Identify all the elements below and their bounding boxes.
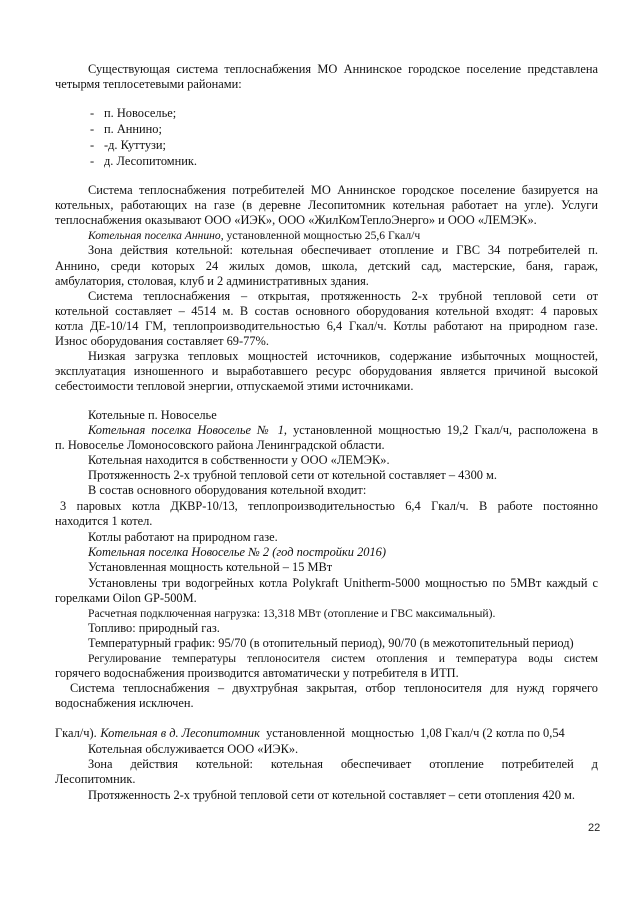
low-load-line-2: эксплуатация изношенного и выработавшего ресурс оборудования является причиной высокой <box>55 364 598 378</box>
list-bullet: - <box>90 138 95 152</box>
annino-heading <box>88 228 420 243</box>
annino-system-line-1: Система теплоснабжения – открытая, протяженность 2-х трубной тепловой сети от <box>88 289 598 303</box>
annino-zone-line-1: Зона действия котельной: котельная обеспечивает отопление и ГВС 34 потребителей п. <box>88 243 598 257</box>
list-bullet: - <box>90 122 95 136</box>
novoselye-length: Протяженность 2-х трубной тепловой сети от котельной составляет – 4300 м. <box>88 468 497 482</box>
annino-zone-line-2: Аннино, среди которых 24 жилых домов, школа, детский сад, мастерские, баня, гараж, <box>55 259 598 273</box>
annino-heading-rest: установленной мощностью 25,6 Гкал/ч <box>223 229 421 242</box>
lesopitomnik-zone-line-1: Зона действия котельной: котельная обеспечивает отопление потребителей д <box>88 757 598 771</box>
novoselye-title: Котельные п. Новоселье <box>88 408 217 422</box>
novoselye-gas: Котлы работают на природном газе. <box>88 530 278 544</box>
novoselye-k2-reg-line-2: горячего водоснабжения производится автоматически у потребителя в ИТП. <box>55 666 459 680</box>
annino-zone-line-3: амбулатория, столовая, клуб и 2 административных здания. <box>55 274 369 288</box>
novoselye-k1-heading <box>88 423 598 438</box>
lesopitomnik-service: Котельная обслуживается ООО «ИЭК». <box>88 742 299 756</box>
lesopitomnik-heading-italic: Котельная в д. Лесопитомник <box>100 726 260 740</box>
novoselye-k2-system-line-1: Система теплоснабжения – двухтрубная закрытая, отбор теплоносителя для нужд горячего <box>70 681 598 695</box>
list-item: д. Лесопитомник. <box>104 154 198 168</box>
novoselye-k2-title: Котельная поселка Новоселье № 2 (год постройки 2016) <box>88 545 387 559</box>
annino-system-line-4: Износ оборудования составляет 69-77%. <box>55 334 269 348</box>
list-bullet: - <box>90 154 95 168</box>
novoselye-k2-boilers-line-2: горелками Oilon GP-500M. <box>55 591 197 605</box>
novoselye-k1-line-2: п. Новоселье Ломоносовского района Ленинградской области. <box>55 438 385 452</box>
lesopitomnik-heading-line-2: Гкал/ч). <box>55 726 97 740</box>
novoselye-k2-fuel: Топливо: природный газ. <box>88 621 220 635</box>
novoselye-equip-line-1: 3 паровых котла ДКВР-10/13, теплопроизводительностью 6,4 Гкал/ч. В работе постоянно <box>60 499 598 513</box>
novoselye-k1-italic: Котельная поселка Новоселье № 1, <box>88 423 288 437</box>
page-number: 22 <box>588 822 601 834</box>
novoselye-owner: Котельная находится в собственности у ООО «ЛЕМЭК». <box>88 453 390 467</box>
novoselye-k2-power: Установленная мощность котельной – 15 МВт <box>88 560 333 574</box>
lesopitomnik-heading-rest: установленной мощностью 1,08 Гкал/ч (2 котла по 0,54 <box>259 726 565 740</box>
annino-system-line-3: котла ДЕ-10/14 ГМ, теплопроизводительностью 6,4 Гкал/ч. Котлы работают на природном газе. <box>55 319 598 333</box>
novoselye-k1-rest: установленной мощностью 19,2 Гкал/ч, расположена в <box>287 423 598 437</box>
lesopitomnik-zone-line-2: Лесопитомник. <box>55 772 136 786</box>
list-bullet: - <box>90 106 95 120</box>
list-item: -д. Куттузи; <box>104 138 166 152</box>
novoselye-equip-intro: В состав основного оборудования котельной входит: <box>88 483 367 497</box>
novoselye-k2-system-line-2: водоснабжения исключен. <box>55 696 194 710</box>
annino-system-line-2: котельной составляет – 4514 м. В состав основного оборудования котельной входят: 4 паровых <box>55 304 598 318</box>
supply-line-3: теплоснабжения оказывают ООО «ИЭК», ООО «ЖилКомТеплоЭнерго» и ООО «ЛЕМЭК». <box>55 213 537 227</box>
annino-heading-italic: Котельная поселка Аннино, <box>88 229 224 242</box>
novoselye-k2-boilers-line-1: Установлены три водогрейных котла Polykraft Unitherm-5000 мощностью по 5МВт каждый с <box>88 576 598 590</box>
novoselye-k2-schedule: Температурный график: 95/70 (в отопительный период), 90/70 (в межотопительный период) <box>88 636 574 650</box>
novoselye-k2-reg-line-1: Регулирование температуры теплоносителя систем отопления и температура воды систем <box>88 652 598 665</box>
lesopitomnik-length: Протяженность 2-х трубной тепловой сети от котельной составляет – сети отопления 420 м. <box>88 788 575 802</box>
list-item: п. Новоселье; <box>104 106 177 120</box>
low-load-line-1: Низкая загрузка тепловых мощностей источников, содержание избыточных мощностей, <box>88 349 598 363</box>
intro-line-1: Существующая система теплоснабжения МО Аннинское городское поселение представлена <box>88 62 598 76</box>
novoselye-k2-load: Расчетная подключенная нагрузка: 13,318 МВт (отопление и ГВС максимальный). <box>88 607 496 620</box>
novoselye-equip-line-2: находится 1 котел. <box>55 514 153 528</box>
supply-line-1: Система теплоснабжения потребителей МО Аннинское городское поселение базируется на <box>88 183 598 197</box>
intro-line-2: четырмя теплосетевыми районами: <box>55 77 242 91</box>
low-load-line-3: себестоимости тепловой энергии, отпускаемой этими источниками. <box>55 379 414 393</box>
list-item: п. Аннино; <box>104 122 162 136</box>
supply-line-2: котельных, работающих на газе (в деревне Лесопитомник котельная работает на угле). Услуги <box>55 198 598 212</box>
